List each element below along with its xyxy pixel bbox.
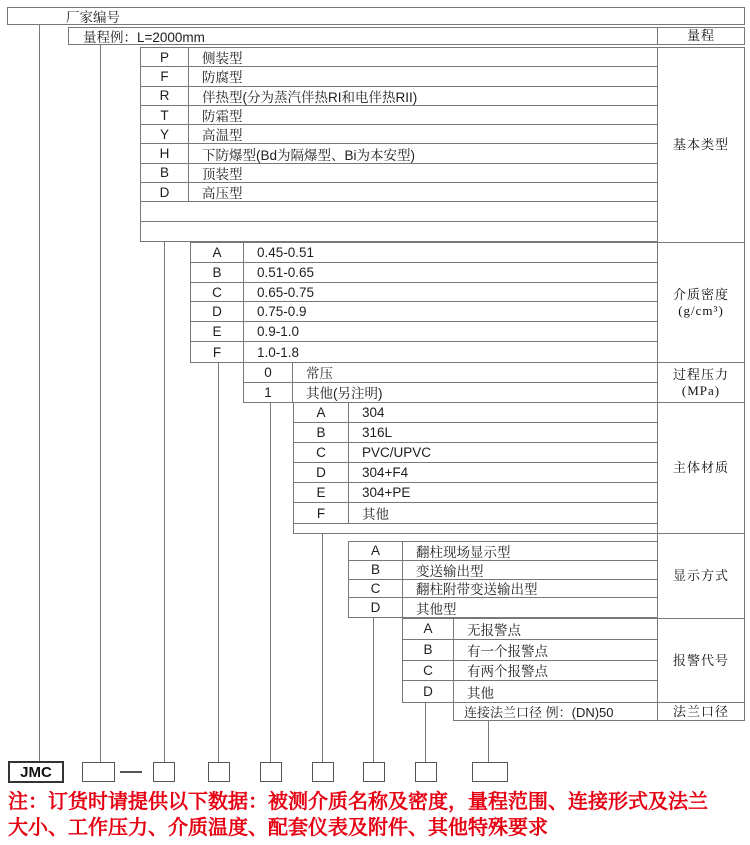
code-box-density bbox=[208, 762, 230, 782]
desc-cell: 高压型 bbox=[202, 186, 243, 202]
desc-cell: PVC/UPVC bbox=[362, 445, 432, 461]
table-row bbox=[403, 619, 657, 640]
desc-cell: 0.51-0.65 bbox=[257, 264, 315, 280]
factory-code-label: 厂家编号 bbox=[66, 10, 120, 25]
pressure-unit: (MPa) bbox=[681, 382, 721, 398]
code-cell: E bbox=[191, 322, 244, 341]
table-row bbox=[349, 580, 657, 599]
table-row bbox=[141, 106, 657, 125]
order-note: 注：订货时请提供以下数据：被测介质名称及密度，量程范围、连接形式及法兰大小、工作压力、介质温度、配套仪表及附件、其他特殊要求 bbox=[8, 791, 708, 839]
model-prefix-box: JMC bbox=[8, 761, 64, 783]
table-row bbox=[349, 561, 657, 580]
code-cell: H bbox=[141, 144, 189, 162]
code-box-display bbox=[363, 762, 385, 782]
code-cell: F bbox=[294, 503, 349, 522]
section-basic-type bbox=[140, 47, 658, 242]
connector-line-range bbox=[100, 45, 101, 762]
table-row bbox=[191, 283, 657, 303]
table-row bbox=[403, 681, 657, 702]
density-unit: (g/cm³) bbox=[678, 302, 724, 318]
code-cell: B bbox=[141, 164, 189, 182]
desc-cell: 无报警点 bbox=[467, 622, 521, 638]
desc-cell: 304+F4 bbox=[362, 465, 409, 481]
table-row bbox=[349, 542, 657, 561]
connector-line-flange bbox=[488, 720, 489, 762]
table-row-empty bbox=[141, 222, 657, 241]
desc-cell: 翻柱附带变送输出型 bbox=[416, 582, 538, 598]
table-row bbox=[141, 87, 657, 106]
desc-cell: 304 bbox=[362, 405, 385, 421]
connector-line-factory bbox=[39, 25, 40, 761]
table-row bbox=[294, 503, 657, 523]
section-label-alarm-code: 报警代号 bbox=[657, 618, 745, 703]
desc-cell: 变送输出型 bbox=[416, 563, 484, 579]
code-box-flange bbox=[472, 762, 508, 782]
desc-cell: 伴热型(分为蒸汽伴热RI和电伴热RII) bbox=[202, 89, 418, 105]
code-cell: 0 bbox=[244, 363, 293, 382]
table-row bbox=[294, 403, 657, 423]
table-row-empty bbox=[141, 202, 657, 221]
section-flange-size bbox=[453, 702, 658, 721]
code-cell: A bbox=[294, 403, 349, 422]
table-row bbox=[294, 463, 657, 483]
section-display-mode bbox=[348, 541, 658, 618]
table-row bbox=[141, 125, 657, 144]
section-medium-density bbox=[190, 242, 658, 363]
table-row bbox=[141, 164, 657, 183]
code-cell: C bbox=[403, 661, 454, 681]
separator-dash bbox=[120, 771, 142, 773]
code-cell: D bbox=[403, 681, 454, 702]
connector-line-material bbox=[322, 533, 323, 762]
factory-code-header bbox=[7, 7, 745, 25]
section-label-flange-size: 法兰口径 bbox=[657, 702, 745, 721]
section-label-body-material: 主体材质 bbox=[657, 402, 745, 534]
code-cell: Y bbox=[141, 125, 189, 143]
code-cell: D bbox=[141, 183, 189, 201]
code-cell: P bbox=[141, 48, 189, 66]
section-label-basic-type: 基本类型 bbox=[657, 47, 745, 243]
table-row bbox=[191, 243, 657, 263]
flange-desc: 连接法兰口径 例：(DN)50 bbox=[464, 705, 614, 720]
table-row bbox=[244, 363, 657, 383]
desc-cell: 0.65-0.75 bbox=[257, 284, 315, 300]
code-cell: T bbox=[141, 106, 189, 124]
table-row bbox=[294, 423, 657, 443]
table-row bbox=[403, 640, 657, 661]
desc-cell: 其他 bbox=[362, 507, 389, 523]
code-cell: R bbox=[141, 87, 189, 105]
desc-cell: 1.0-1.8 bbox=[257, 344, 300, 360]
code-box-alarm bbox=[415, 762, 437, 782]
code-cell: F bbox=[141, 67, 189, 85]
code-box-basic-type bbox=[153, 762, 175, 782]
range-example-text: 量程例：L=2000mm bbox=[83, 30, 205, 45]
code-cell: B bbox=[294, 423, 349, 442]
connector-line-alarm bbox=[425, 702, 426, 762]
table-row bbox=[191, 322, 657, 342]
table-row bbox=[191, 342, 657, 362]
connector-line-basic-type bbox=[164, 242, 165, 762]
code-cell: A bbox=[349, 542, 403, 560]
desc-cell: 0.45-0.51 bbox=[257, 244, 315, 260]
table-row bbox=[294, 443, 657, 463]
section-label-process-pressure: 过程压力 (MPa) bbox=[657, 362, 745, 403]
code-box-range bbox=[82, 762, 115, 782]
desc-cell: 顶装型 bbox=[202, 166, 243, 182]
desc-cell: 其他型 bbox=[416, 601, 457, 617]
section-process-pressure bbox=[243, 362, 658, 403]
table-row bbox=[141, 183, 657, 202]
table-row bbox=[191, 263, 657, 283]
table-row-empty bbox=[294, 524, 657, 533]
code-cell: D bbox=[294, 463, 349, 482]
desc-cell: 316L bbox=[362, 425, 393, 441]
code-cell: D bbox=[191, 302, 244, 321]
section-alarm-code bbox=[402, 618, 658, 703]
table-row bbox=[244, 383, 657, 403]
code-cell: C bbox=[191, 283, 244, 302]
code-cell: E bbox=[294, 483, 349, 502]
section-body-material bbox=[293, 402, 658, 534]
table-row bbox=[141, 48, 657, 67]
section-label-medium-density: 介质密度 (g/cm³) bbox=[657, 242, 745, 363]
desc-cell: 其他(另注明) bbox=[306, 386, 383, 402]
code-box-pressure bbox=[260, 762, 282, 782]
table-row bbox=[191, 302, 657, 322]
code-cell: B bbox=[191, 263, 244, 282]
desc-cell: 防腐型 bbox=[202, 70, 243, 86]
code-cell: C bbox=[349, 580, 403, 598]
connector-line-pressure bbox=[270, 402, 271, 762]
section-label-range: 量程 bbox=[657, 27, 745, 45]
desc-cell: 有一个报警点 bbox=[467, 643, 548, 659]
connector-line-density bbox=[218, 362, 219, 762]
code-cell: D bbox=[349, 598, 403, 617]
desc-cell: 防霜型 bbox=[202, 109, 243, 125]
table-row bbox=[141, 144, 657, 163]
desc-cell: 304+PE bbox=[362, 485, 411, 501]
range-row bbox=[68, 27, 658, 45]
code-box-material bbox=[312, 762, 334, 782]
code-cell: C bbox=[294, 443, 349, 462]
code-cell: A bbox=[191, 243, 244, 262]
connector-line-display bbox=[373, 618, 374, 762]
desc-cell: 常压 bbox=[306, 366, 333, 382]
desc-cell: 高温型 bbox=[202, 128, 243, 144]
table-row bbox=[403, 661, 657, 682]
desc-cell: 0.9-1.0 bbox=[257, 324, 300, 340]
code-cell: A bbox=[403, 619, 454, 639]
code-cell: 1 bbox=[244, 383, 293, 403]
table-row bbox=[141, 67, 657, 86]
desc-cell: 翻柱现场显示型 bbox=[416, 544, 511, 560]
section-label-display-mode: 显示方式 bbox=[657, 533, 745, 619]
desc-cell: 侧装型 bbox=[202, 51, 243, 67]
desc-cell: 下防爆型(Bd为隔爆型、Bi为本安型) bbox=[202, 147, 416, 163]
code-cell: B bbox=[403, 640, 454, 660]
table-row bbox=[294, 483, 657, 503]
desc-cell: 有两个报警点 bbox=[467, 664, 548, 680]
table-row bbox=[349, 598, 657, 617]
code-cell: B bbox=[349, 561, 403, 579]
desc-cell: 0.75-0.9 bbox=[257, 304, 307, 320]
code-cell: F bbox=[191, 342, 244, 362]
desc-cell: 其他 bbox=[467, 685, 494, 701]
